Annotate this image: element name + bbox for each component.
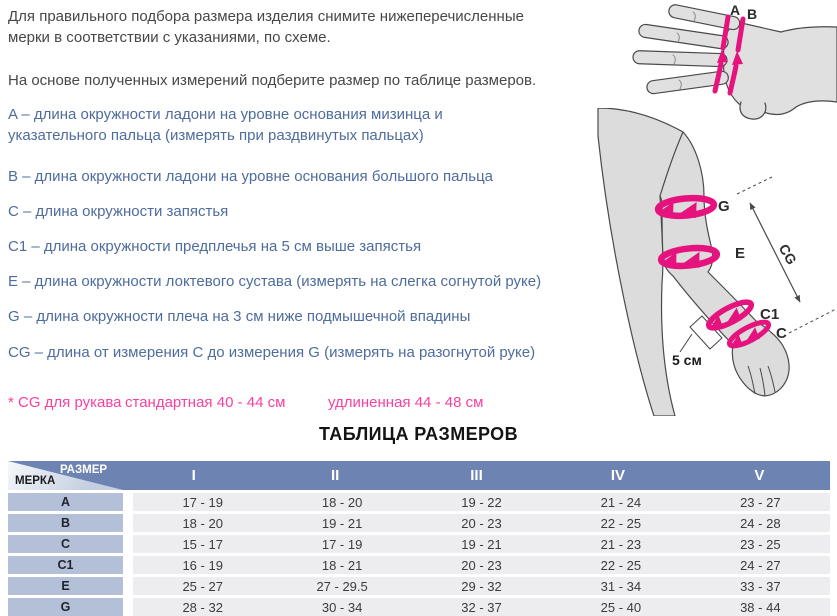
dashed-line-c	[789, 309, 836, 333]
cell: 25 - 27	[182, 578, 223, 594]
size-table	[8, 461, 830, 616]
hand-diagram	[627, 0, 837, 122]
measurement-item-b: B – длина окружности ладони на уровне основания большого пальца	[8, 168, 494, 185]
cell: 17 - 19	[182, 494, 223, 510]
corner-label-merka: МЕРКА	[15, 475, 56, 487]
row-label: A	[8, 493, 123, 511]
note-cg-extended: удлиненная 44 - 48 см	[328, 394, 484, 411]
cell: 29 - 32	[461, 578, 502, 594]
intro-paragraph-2: На основе полученных измерений подберите размер по таблице размеров.	[8, 72, 537, 89]
note-cg-standard: стандартная 40 - 44 см	[125, 394, 286, 411]
size-table-corner-cell	[8, 461, 123, 490]
measurement-item-c1: C1 – длина окружности предплечья на 5 см выше запястья	[8, 238, 422, 255]
table-row-g	[8, 598, 830, 616]
cell: 27 - 29.5	[316, 578, 368, 594]
row-label: B	[8, 514, 123, 532]
cell: 20 - 23	[461, 515, 502, 531]
cell: 24 - 28	[740, 515, 781, 531]
table-row-c1	[8, 556, 830, 574]
cell: 15 - 17	[182, 536, 223, 552]
cell: 22 - 25	[600, 557, 642, 573]
cell: 23 - 25	[740, 536, 781, 552]
cell: 21 - 24	[600, 494, 642, 510]
cell: 18 - 21	[321, 557, 363, 573]
label-5cm: 5 см	[672, 352, 702, 368]
table-row-b	[8, 514, 830, 532]
note-cg-prefix: * CG для рукава	[8, 394, 122, 411]
label-e: E	[735, 245, 746, 262]
row-label: G	[8, 598, 123, 616]
column-header-5: V	[754, 467, 765, 484]
arm-diagram	[590, 108, 837, 416]
cell: 17 - 19	[321, 536, 363, 552]
gap-bracket-tail	[680, 334, 692, 352]
size-table-header	[8, 461, 830, 490]
cell: 21 - 23	[600, 536, 642, 552]
label-g: G	[718, 198, 730, 215]
cell: 28 - 32	[182, 599, 223, 615]
measurement-item-a: A – длина окружности ладони на уровне основания мизинца и указательного пальца (измерять при раздвинутых пальцах)	[8, 106, 443, 144]
measurement-item-e: E – длина окружности локтевого сустава (измерять на слегка согнутой руке)	[8, 273, 542, 290]
cell: 31 - 34	[600, 578, 642, 594]
cell: 32 - 37	[461, 599, 502, 615]
column-header-3: III	[470, 467, 483, 484]
cell: 16 - 19	[182, 557, 223, 573]
cell: 23 - 27	[740, 494, 781, 510]
cell: 18 - 20	[182, 515, 223, 531]
column-header-4: IV	[610, 467, 626, 484]
column-header-2: II	[330, 467, 340, 484]
label-a: A	[730, 2, 741, 18]
table-row-c	[8, 535, 830, 553]
cell: 19 - 21	[321, 515, 363, 531]
row-label: C1	[8, 556, 123, 574]
measurement-item-c: C – длина окружности запястья	[8, 203, 229, 220]
table-row-e	[8, 577, 830, 595]
cell: 33 - 37	[740, 578, 781, 594]
dashed-line-g	[737, 176, 774, 194]
row-label: C	[8, 535, 123, 553]
label-c: C	[776, 325, 787, 342]
size-table-title: ТАБЛИЦА РАЗМЕРОВ	[319, 424, 518, 444]
label-c1: C1	[760, 306, 780, 323]
cell: 24 - 27	[740, 557, 781, 573]
label-b: B	[747, 6, 758, 22]
cell: 22 - 25	[600, 515, 642, 531]
cell: 38 - 44	[740, 599, 781, 615]
measurement-item-g: G – длина окружности плеча на 3 см ниже подмышечной впадины	[8, 308, 471, 325]
corner-label-size: РАЗМЕР	[60, 464, 108, 476]
label-cg: CG	[775, 241, 801, 268]
cell: 19 - 22	[461, 494, 502, 510]
measurement-item-cg: CG – длина от измерения C до измерения G (измерять на разогнутой руке)	[8, 344, 536, 361]
cell: 20 - 23	[461, 557, 502, 573]
column-header-1: I	[191, 467, 196, 484]
table-row-a	[8, 493, 830, 511]
intro-paragraph-1: Для правильного подбора размера изделия снимите нижеперечисленные мерки в соответствии с указаниями, по схеме.	[8, 8, 524, 46]
cell: 18 - 20	[321, 494, 363, 510]
row-label: E	[8, 577, 123, 595]
cell: 30 - 34	[321, 599, 363, 615]
cell: 19 - 21	[461, 536, 502, 552]
cell: 25 - 40	[600, 599, 642, 615]
